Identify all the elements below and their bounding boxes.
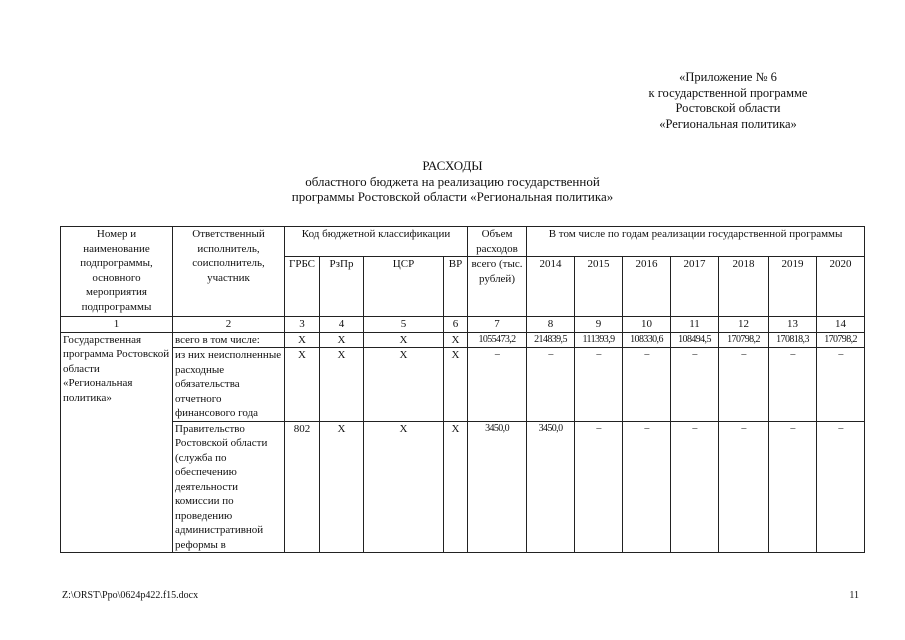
program-name-cell: Государственная программа Ростовской области «Региональная политика» [61,332,173,553]
total-cell: – [468,348,527,422]
header-total: всего (тыс. рублей) [468,257,527,317]
column-index: 13 [769,317,817,333]
total-cell: 1055473,2 [468,332,527,348]
executor-cell: всего в том числе: [173,332,285,348]
column-index: 14 [817,317,865,333]
vr-cell: Х [444,421,468,553]
header-year: 2017 [671,257,719,317]
year-value-cell: 170818,3 [769,332,817,348]
year-value-cell: 170798,2 [719,332,769,348]
header-year: 2019 [769,257,817,317]
header-budget-code: Код бюджетной классификации [285,227,468,257]
year-value-cell: – [719,421,769,553]
rzpr-cell: Х [320,348,364,422]
column-index: 2 [173,317,285,333]
column-index: 12 [719,317,769,333]
year-value-cell: – [575,348,623,422]
table-row [61,332,865,348]
header-year: 2014 [527,257,575,317]
year-value-cell: – [671,421,719,553]
footer-file-path: Z:\ORST\Ppo\0624p422.f15.docx [62,590,199,601]
year-value-cell: – [817,348,865,422]
year-value-cell: – [623,421,671,553]
appendix-header [613,70,843,132]
column-index: 9 [575,317,623,333]
year-value-cell: – [671,348,719,422]
year-value-cell: – [575,421,623,553]
year-value-cell: 214839,5 [527,332,575,348]
expenses-table [60,226,865,553]
year-value-cell: – [817,421,865,553]
year-value-cell: 170798,2 [817,332,865,348]
year-value-cell: 111393,9 [575,332,623,348]
vr-cell: Х [444,348,468,422]
vr-cell: Х [444,332,468,348]
header-executor: Ответственный исполнитель, соисполнитель, участник [173,227,285,317]
grbs-cell: Х [285,332,320,348]
header-years-group: В том числе по годам реализации государственной программы [527,227,865,257]
column-index-row [61,317,865,333]
appendix-line-3: Ростовской области [675,101,781,115]
column-index: 6 [444,317,468,333]
year-value-cell: 3450,0 [527,421,575,553]
total-cell: 3450,0 [468,421,527,553]
header-volume: Объем расходов [468,227,527,257]
header-rzpr: РзПр [320,257,364,317]
executor-cell: Правительство Ростовской области (служба по обеспечению деятельности комиссии по проведению административной реформы в [173,421,285,553]
column-index: 7 [468,317,527,333]
column-index: 10 [623,317,671,333]
column-index: 11 [671,317,719,333]
year-value-cell: – [719,348,769,422]
year-value-cell: – [769,421,817,553]
csr-cell: Х [364,421,444,553]
appendix-line-1: «Приложение № 6 [679,70,777,84]
column-index: 8 [527,317,575,333]
grbs-cell: Х [285,348,320,422]
year-value-cell: – [623,348,671,422]
header-grbs: ГРБС [285,257,320,317]
title-line-1: РАСХОДЫ [422,158,483,173]
rzpr-cell: Х [320,332,364,348]
csr-cell: Х [364,348,444,422]
column-index: 5 [364,317,444,333]
table-row [61,421,865,553]
table-row [61,348,865,422]
year-value-cell: – [527,348,575,422]
year-value-cell: 108330,6 [623,332,671,348]
column-index: 4 [320,317,364,333]
rzpr-cell: Х [320,421,364,553]
header-vr: ВР [444,257,468,317]
appendix-line-4: «Региональная политика» [659,116,797,131]
header-year: 2018 [719,257,769,317]
title-line-2: областного бюджета на реализацию государственной [305,173,600,189]
column-index: 1 [61,317,173,333]
year-value-cell: 108494,5 [671,332,719,348]
header-subprogram: Номер и наименование подпрограммы, основного мероприятия подпрограммы [61,227,173,317]
title-line-3: программы Ростовской области «Региональная политика» [291,189,614,204]
header-csr: ЦСР [364,257,444,317]
document-title [0,158,905,205]
grbs-cell: 802 [285,421,320,553]
header-year: 2016 [623,257,671,317]
executor-cell: из них неисполненные расходные обязательства отчетного финансового года [173,348,285,422]
header-year: 2020 [817,257,865,317]
column-index: 3 [285,317,320,333]
year-value-cell: – [769,348,817,422]
header-row-1 [61,227,865,257]
header-year: 2015 [575,257,623,317]
footer-page-number: 11 [849,590,859,601]
appendix-line-2: к государственной программе [648,85,808,100]
csr-cell: Х [364,332,444,348]
